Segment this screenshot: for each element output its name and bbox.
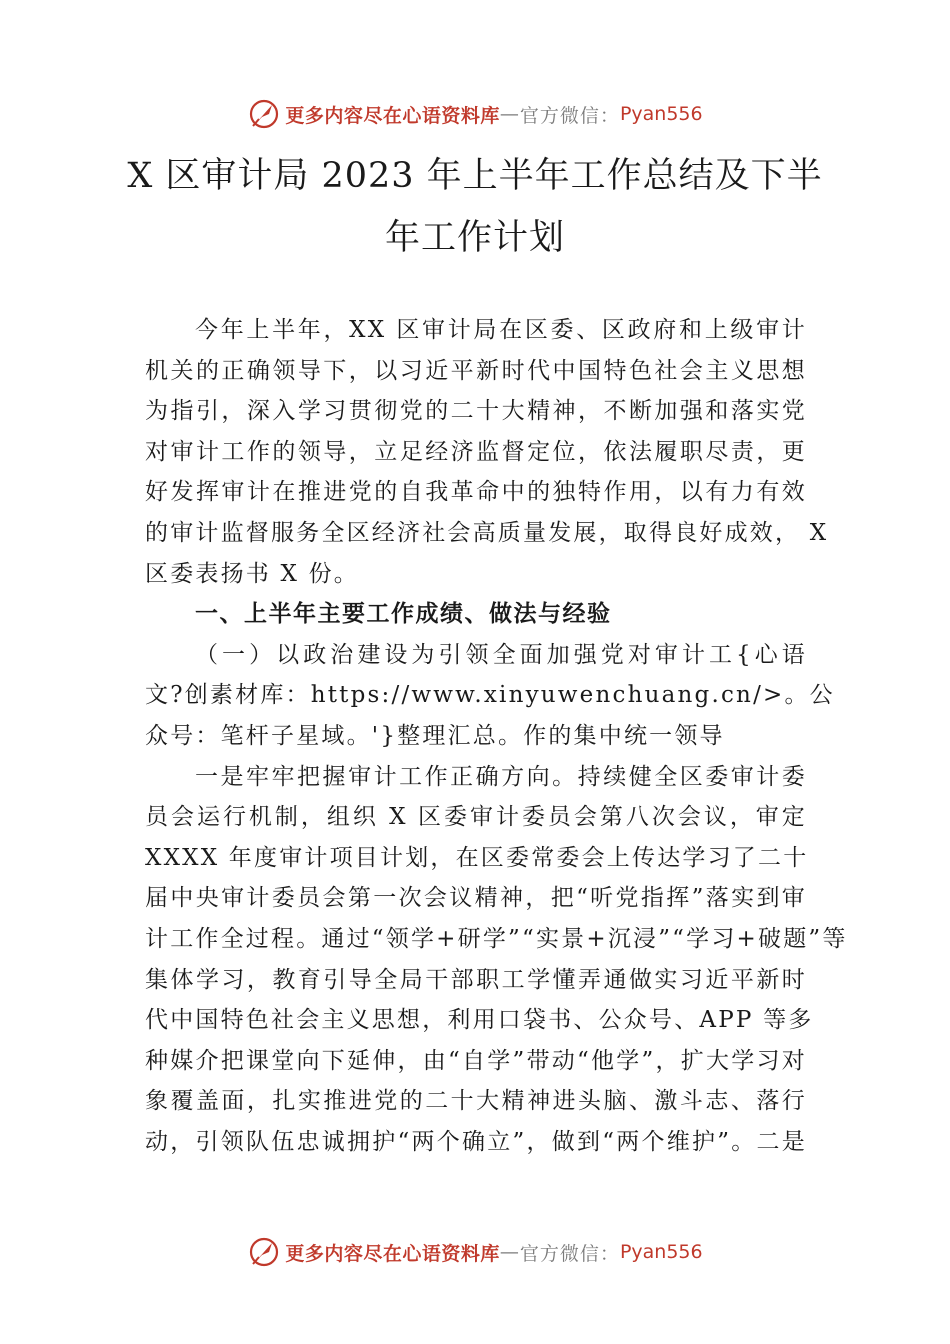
banner-wechat-label: 官方微信：	[519, 1242, 620, 1265]
document-title-line-2: 年工作计划	[384, 218, 565, 258]
body-line: 对审计工作的领导，立足经济监督定位，依法履职尽责，更	[145, 438, 807, 465]
subsection-line: 文?创素材库：https://www.xinyuwenchuang.cn/>。公	[145, 682, 835, 709]
body-line: 今年上半年，XX 区审计局在区委、区政府和上级审计	[195, 317, 807, 343]
body-line: 象覆盖面，扎实推进党的二十大精神进头脑、激斗志、落行	[145, 1088, 807, 1115]
subsection-line: （一）以政治建设为引领全面加强党对审计工{心语	[195, 641, 807, 668]
body-line: 届中央审计委员会第一次会议精神，把“听党指挥”落实到审	[145, 885, 807, 912]
banner-wechat-label: 官方微信：	[519, 104, 620, 127]
body-line: 好发挥审计在推进党的自我革命中的独特作用，以有力有效	[145, 479, 807, 506]
body-line: 集体学习，教育引导全局干部职工学懂弄通做实习近平新时	[145, 966, 807, 993]
body-line: 为指引，深入学习贯彻党的二十大精神，不断加强和落实党	[145, 398, 807, 425]
body-line: 区委表扬书 X 份。	[145, 560, 359, 587]
body-line: 代中国特色社会主义思想，利用口袋书、公众号、APP 等多	[145, 1007, 814, 1034]
banner-wechat-id: Pyan556	[619, 103, 703, 125]
feather-pen-icon	[247, 97, 281, 131]
banner-main-text: 更多内容尽在心语资料库	[285, 1242, 500, 1265]
feather-pen-icon	[247, 1235, 281, 1269]
header-watermark-banner	[0, 94, 950, 134]
body-line: 种媒介把课堂向下延伸，由“自学”带动“他学”，扩大学习对	[145, 1047, 807, 1074]
document-title-line-1: X 区审计局 2023 年上半年工作总结及下半	[127, 156, 823, 196]
subsection-line: 众号：笔杆子星域。'}整理汇总。作的集中统一领导	[145, 722, 725, 749]
section-heading: 一、上半年主要工作成绩、做法与经验	[195, 601, 612, 628]
banner-wechat-id: Pyan556	[619, 1241, 703, 1263]
body-line: 机关的正确领导下，以习近平新时代中国特色社会主义思想	[145, 357, 807, 384]
banner-main-text: 更多内容尽在心语资料库	[285, 104, 500, 127]
document-body	[145, 310, 848, 1162]
banner-dash: —	[499, 1241, 520, 1263]
body-line: 一是牢牢把握审计工作正确方向。持续健全区委审计委	[195, 763, 807, 790]
body-line: 计工作全过程。通过“领学+研学”“实景+沉浸”“学习+破题”等	[145, 925, 848, 952]
banner-dash: —	[499, 103, 520, 125]
body-line: 动，引领队伍忠诚拥护“两个确立”，做到“两个维护”。二是	[145, 1128, 807, 1155]
footer-watermark-banner	[0, 1232, 950, 1272]
body-line: 员会运行机制，组织 X 区委审计委员会第八次会议，审定	[145, 804, 807, 831]
body-line: XXXX 年度审计项目计划，在区委常委会上传达学习了二十	[145, 844, 809, 871]
body-line: 的审计监督服务全区经济社会高质量发展，取得良好成效， X	[145, 519, 829, 546]
